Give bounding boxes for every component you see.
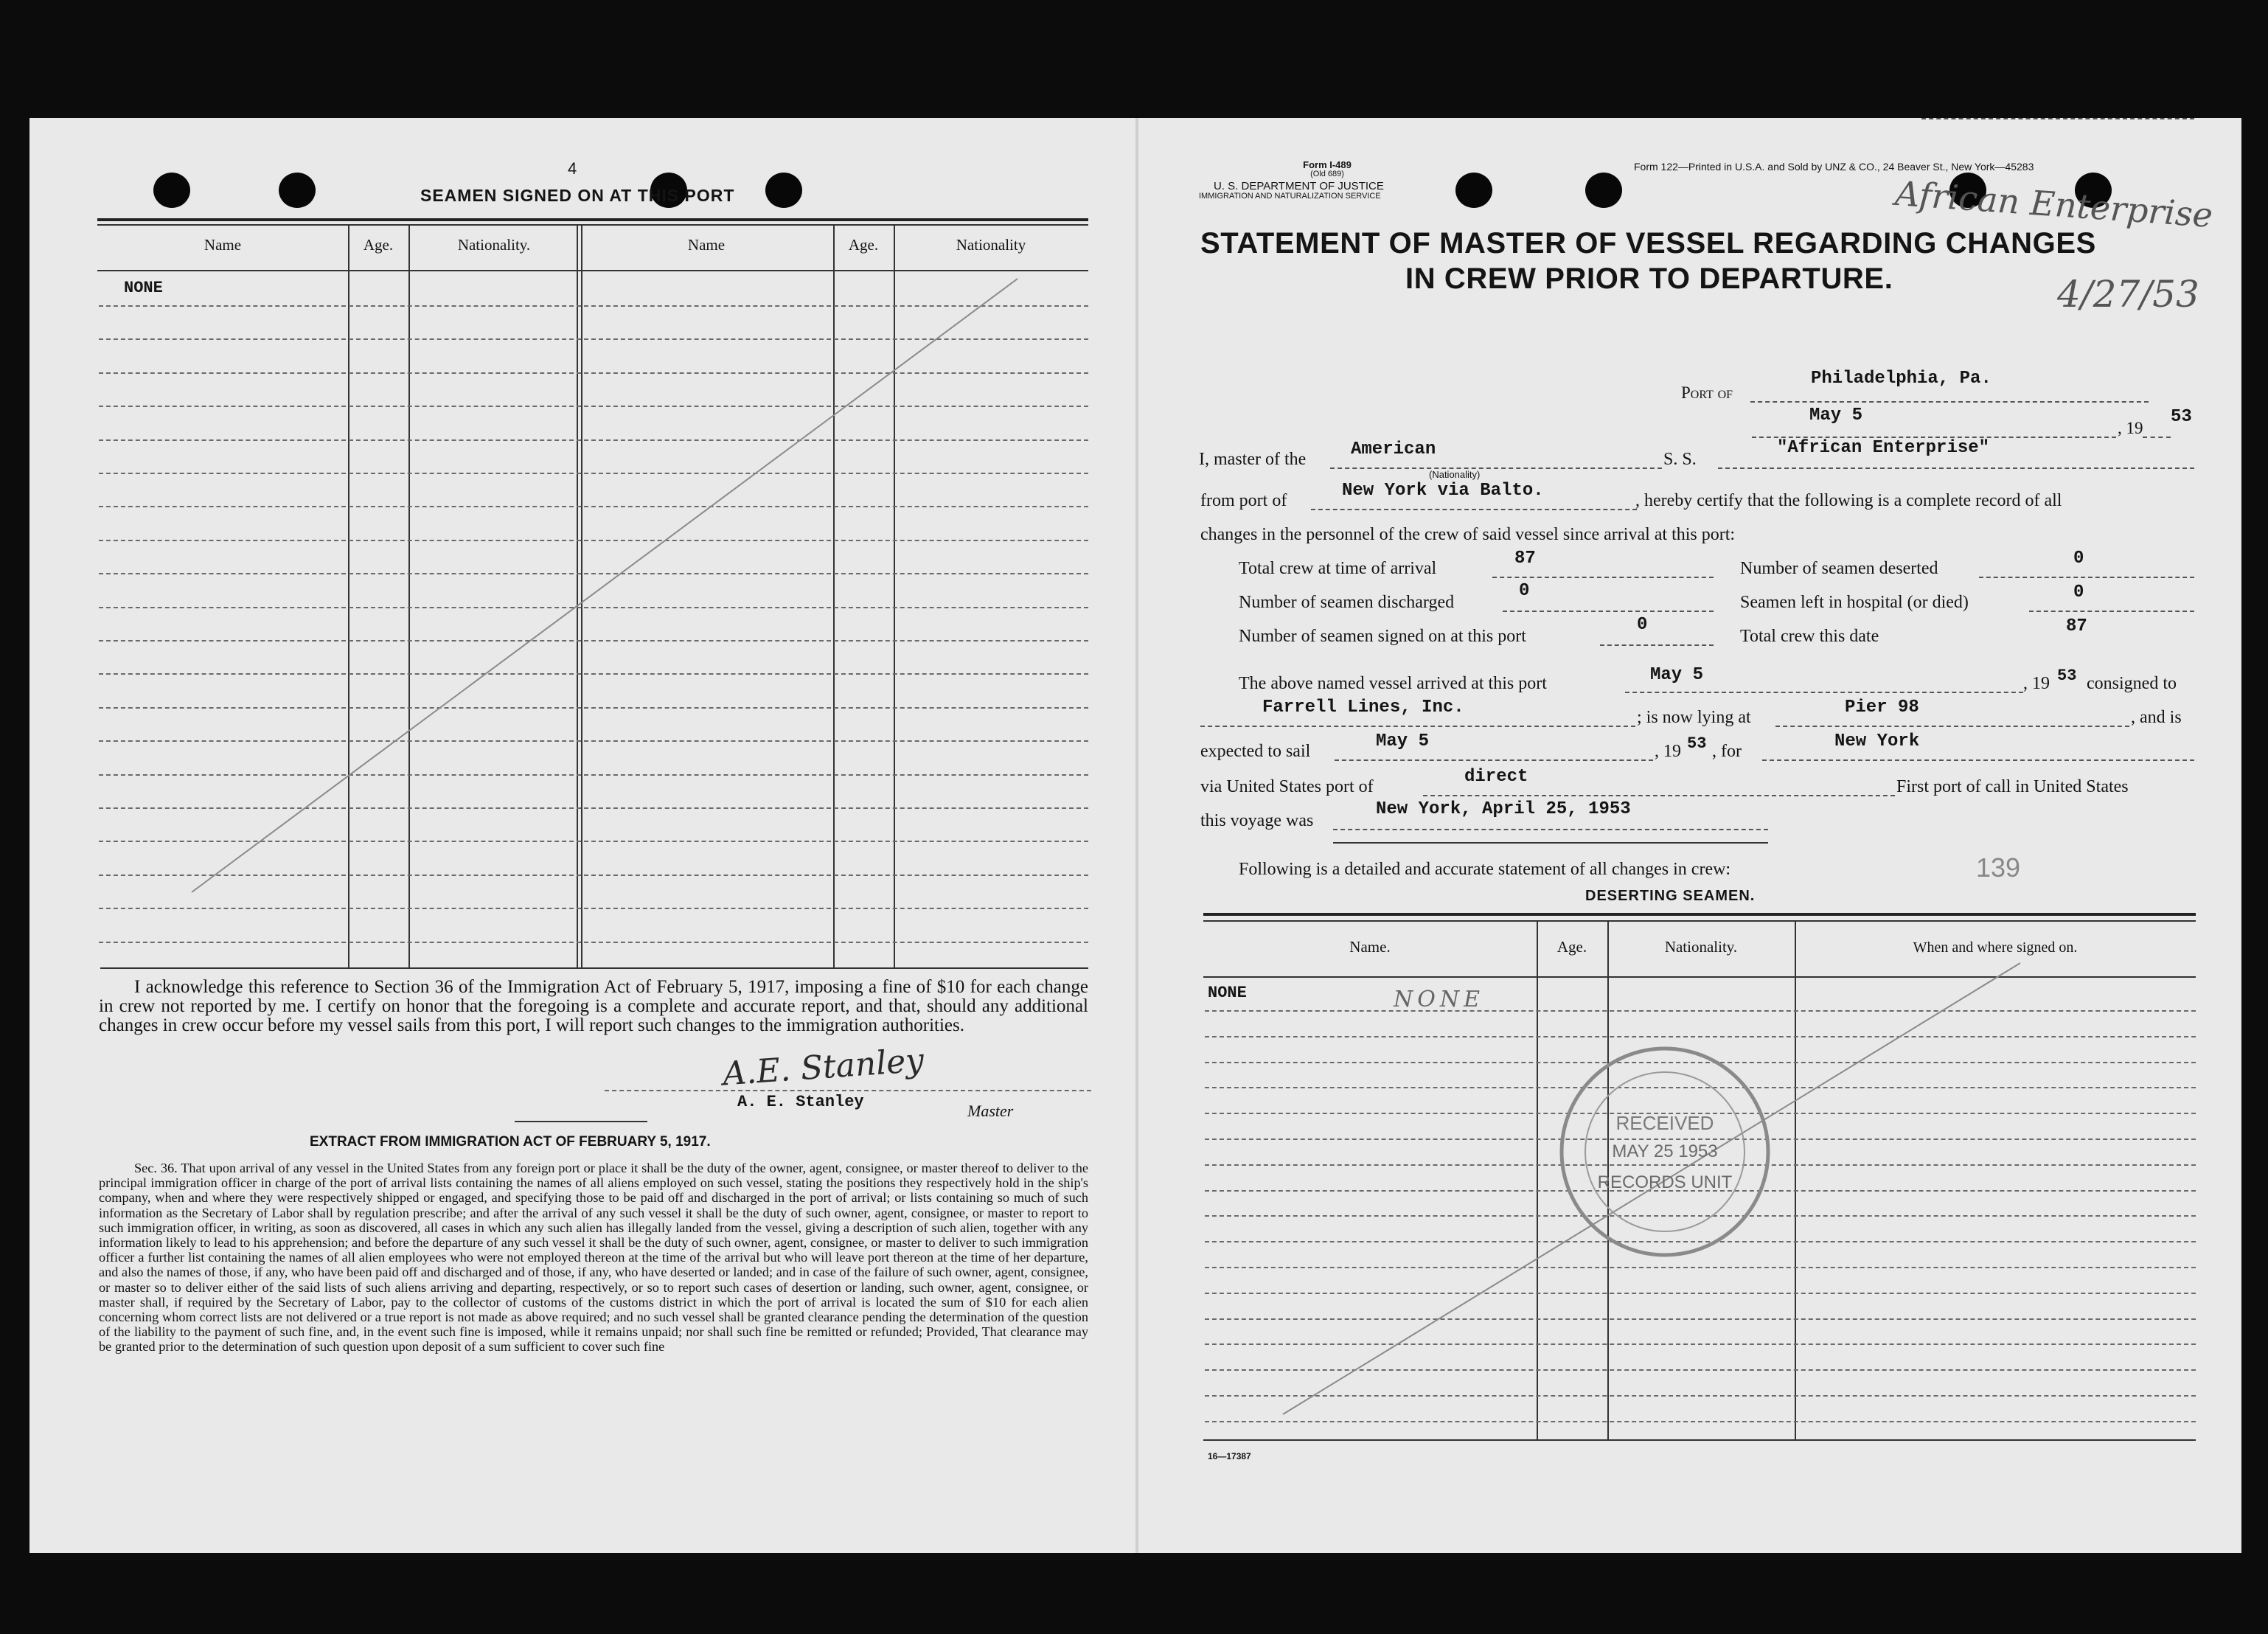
master-label: Master	[967, 1102, 1014, 1120]
footer-code: 16—17387	[1208, 1451, 1251, 1461]
master-of-label: I, master of the	[1199, 450, 1307, 469]
ss-label: S. S.	[1663, 450, 1697, 469]
deserting-header-age: Age.	[1556, 938, 1587, 956]
arrived-year-prefix: , 19	[2023, 674, 2050, 693]
date-value: May 5	[1809, 406, 1863, 425]
column-header-name: Name	[687, 236, 726, 254]
from-port-label: from port of	[1200, 491, 1287, 510]
received-stamp	[1554, 1041, 1775, 1262]
vessel-value: "African Enterprise"	[1777, 438, 1990, 458]
master-signature: A.E. Stanley	[721, 1041, 925, 1094]
via-value: direct	[1464, 767, 1528, 787]
expected-value: May 5	[1376, 731, 1430, 751]
entry-none: NONE	[124, 279, 163, 297]
lying-label: ; is now lying at	[1637, 708, 1751, 727]
handwritten-none: NONE	[1394, 987, 1484, 1012]
and-is-label: , and is	[2131, 708, 2182, 727]
following-text: Following is a detailed and accurate statement of all changes in crew:	[1239, 860, 1731, 879]
column-header-name: Name	[204, 236, 242, 254]
consigned-label: consigned to	[2087, 674, 2177, 693]
deserting-header-name: Name.	[1349, 938, 1391, 956]
first-port-label: First port of call in United States	[1896, 777, 2129, 796]
printer-line: Form 122—Printed in U.S.A. and Sold by UNZ & CO., 24 Beaver St., New York—45283	[1634, 161, 2034, 173]
deserted-label: Number of seamen deserted	[1740, 559, 1938, 578]
page-number: 4	[568, 159, 577, 178]
handwritten-date: 4/27/53	[2057, 273, 2199, 316]
year-prefix: , 19	[2118, 419, 2143, 437]
service-name: IMMIGRATION AND NATURALIZATION SERVICE	[1199, 192, 1381, 201]
arrived-value: May 5	[1650, 665, 1704, 685]
discharged-label: Number of seamen discharged	[1239, 593, 1455, 612]
voyage-label: this voyage was	[1200, 811, 1314, 830]
section-title: SEAMEN SIGNED ON AT THIS PORT	[420, 186, 735, 205]
deserting-title: DESERTING SEAMEN.	[1585, 888, 1756, 904]
consignee-value: Farrell Lines, Inc.	[1262, 698, 1464, 717]
changes-text: changes in the personnel of the crew of said vessel since arrival at this port:	[1200, 525, 1736, 544]
signed-on-value: 0	[1637, 615, 1648, 635]
column-header-nationality: Nationality.	[457, 236, 531, 254]
nationality-value: American	[1351, 439, 1436, 459]
total-date-value: 87	[2066, 616, 2087, 636]
via-label: via United States port of	[1200, 777, 1374, 796]
deserting-header-nationality: Nationality.	[1664, 938, 1738, 956]
discharged-value: 0	[1519, 581, 1530, 601]
document-sheet	[29, 118, 2241, 1553]
deserting-entry-none: NONE	[1208, 984, 1247, 1002]
department-name: U. S. DEPARTMENT OF JUSTICE	[1214, 180, 1384, 192]
total-arrival-label: Total crew at time of arrival	[1239, 559, 1437, 578]
for-label: , for	[1712, 742, 1742, 761]
handwritten-vessel-name: African Enterprise	[1893, 173, 2214, 235]
master-name-typed: A. E. Stanley	[737, 1093, 864, 1111]
nationality-caption: (Nationality)	[1429, 469, 1481, 480]
deserting-cancel-line	[29, 118, 2241, 1553]
form-old-number: (Old 689)	[1310, 170, 1344, 178]
total-arrival-value: 87	[1514, 549, 1536, 569]
extract-text: Sec. 36. That upon arrival of any vessel in the United States from any foreign port or place it shall be the duty of the owner, agent, consignee, or master thereof to deliver to the principal immigration officer in charge of the port of arrival lists containing the names of all aliens employed on such vessel, stating the positions they respectively hold in the ship's company, when and where they were respectively shipped or engaged, and specifying those to be paid off and discharged in the port of arrival; or lists containing so much of such information as the Secretary of Labor shall by regulation prescribe; and after the arrival of any such vessel it shall be the duty of such owner, agent, consignee, or master to report to such immigration officer, in writing, as soon as discovered, all cases in which any such alien has illegally landed from the vessel, giving a description of such alien, together with any information likely to lead to his apprehension; and before the departure of any such vessel it shall be the duty of such owner, agent, consignee, or master to deliver to such immigration officer a further list containing the names of all alien employees who were not employed thereon at the time of the arrival but who will leave port thereon at the time of her departure, and also the names of those, if any, who have been paid off and discharged and of those, if any, who have deserted or landed; and in case of the failure of such owner, agent, consignee, or master so to deliver either of the said lists of such aliens arriving and departing, respectively, or so to report such cases of desertion or landing, such owner, agent, consignee, or master shall, if required by the Secretary of Labor, pay to the collector of customs of the customs district in which the port of arrival is located the sum of $10 for each alien concerning whom correct lists are not delivered or a true report is not made as above required; and no such vessel shall be granted clearance pending the determination of the question of the liability to the payment of such fine, and, in the event such fine is imposed, while it remains unpaid; nor shall such fine be remitted or refunded; Provided, That clearance may be granted prior to the determination of such question upon deposit of a sum sufficient to cover such fine	[99, 1161, 1088, 1355]
column-header-age: Age.	[848, 236, 879, 254]
lying-value: Pier 98	[1845, 698, 1919, 717]
stamp-date: MAY 25 1953	[1612, 1141, 1718, 1161]
expected-year-prefix: , 19	[1655, 742, 1681, 761]
signed-on-label: Number of seamen signed on at this port	[1239, 627, 1526, 646]
arrived-year: 53	[2057, 667, 2077, 685]
acknowledgement-text: I acknowledge this reference to Section 36 of the Immigration Act of February 5, 1917, imposing a fine of $10 for each change in crew not reported by me. I certify on honor that the foregoing is a complete and accurate report, and that, should any additional changes in crew occur before my vessel sails from this port, I will report such changes to the immigration authorities.	[99, 977, 1088, 1035]
stamp-unit: RECORDS UNIT	[1597, 1172, 1733, 1192]
form-number: Form I-489	[1303, 159, 1352, 170]
voyage-value: New York, April 25, 1953	[1376, 799, 1631, 819]
form-title-line1: STATEMENT OF MASTER OF VESSEL REGARDING CHANGES	[1200, 227, 2096, 260]
column-header-nationality: Nationality	[956, 236, 1026, 254]
for-value: New York	[1834, 731, 1920, 751]
year-value: 53	[2171, 407, 2192, 427]
deserted-value: 0	[2073, 549, 2084, 569]
port-value: Philadelphia, Pa.	[1811, 369, 1992, 389]
column-header-age: Age.	[363, 236, 394, 254]
total-date-label: Total crew this date	[1740, 627, 1879, 646]
hospital-value: 0	[2073, 583, 2084, 602]
arrived-label: The above named vessel arrived at this port	[1239, 674, 1547, 693]
hospital-label: Seamen left in hospital (or died)	[1740, 593, 1969, 612]
deserting-header-signed-on: When and where signed on.	[1913, 939, 2078, 956]
expected-label: expected to sail	[1200, 742, 1311, 761]
expected-year: 53	[1687, 734, 1707, 753]
port-label: Port of	[1681, 383, 1733, 402]
stamp-number: 139	[1976, 852, 2021, 883]
extract-title: EXTRACT FROM IMMIGRATION ACT OF FEBRUARY 5, 1917.	[310, 1134, 711, 1150]
certify-text: , hereby certify that the following is a complete record of all	[1635, 491, 2062, 510]
stamp-received: RECEIVED	[1615, 1112, 1714, 1134]
from-port-value: New York via Balto.	[1342, 481, 1544, 501]
form-title-line2: IN CREW PRIOR TO DEPARTURE.	[1405, 263, 1893, 295]
